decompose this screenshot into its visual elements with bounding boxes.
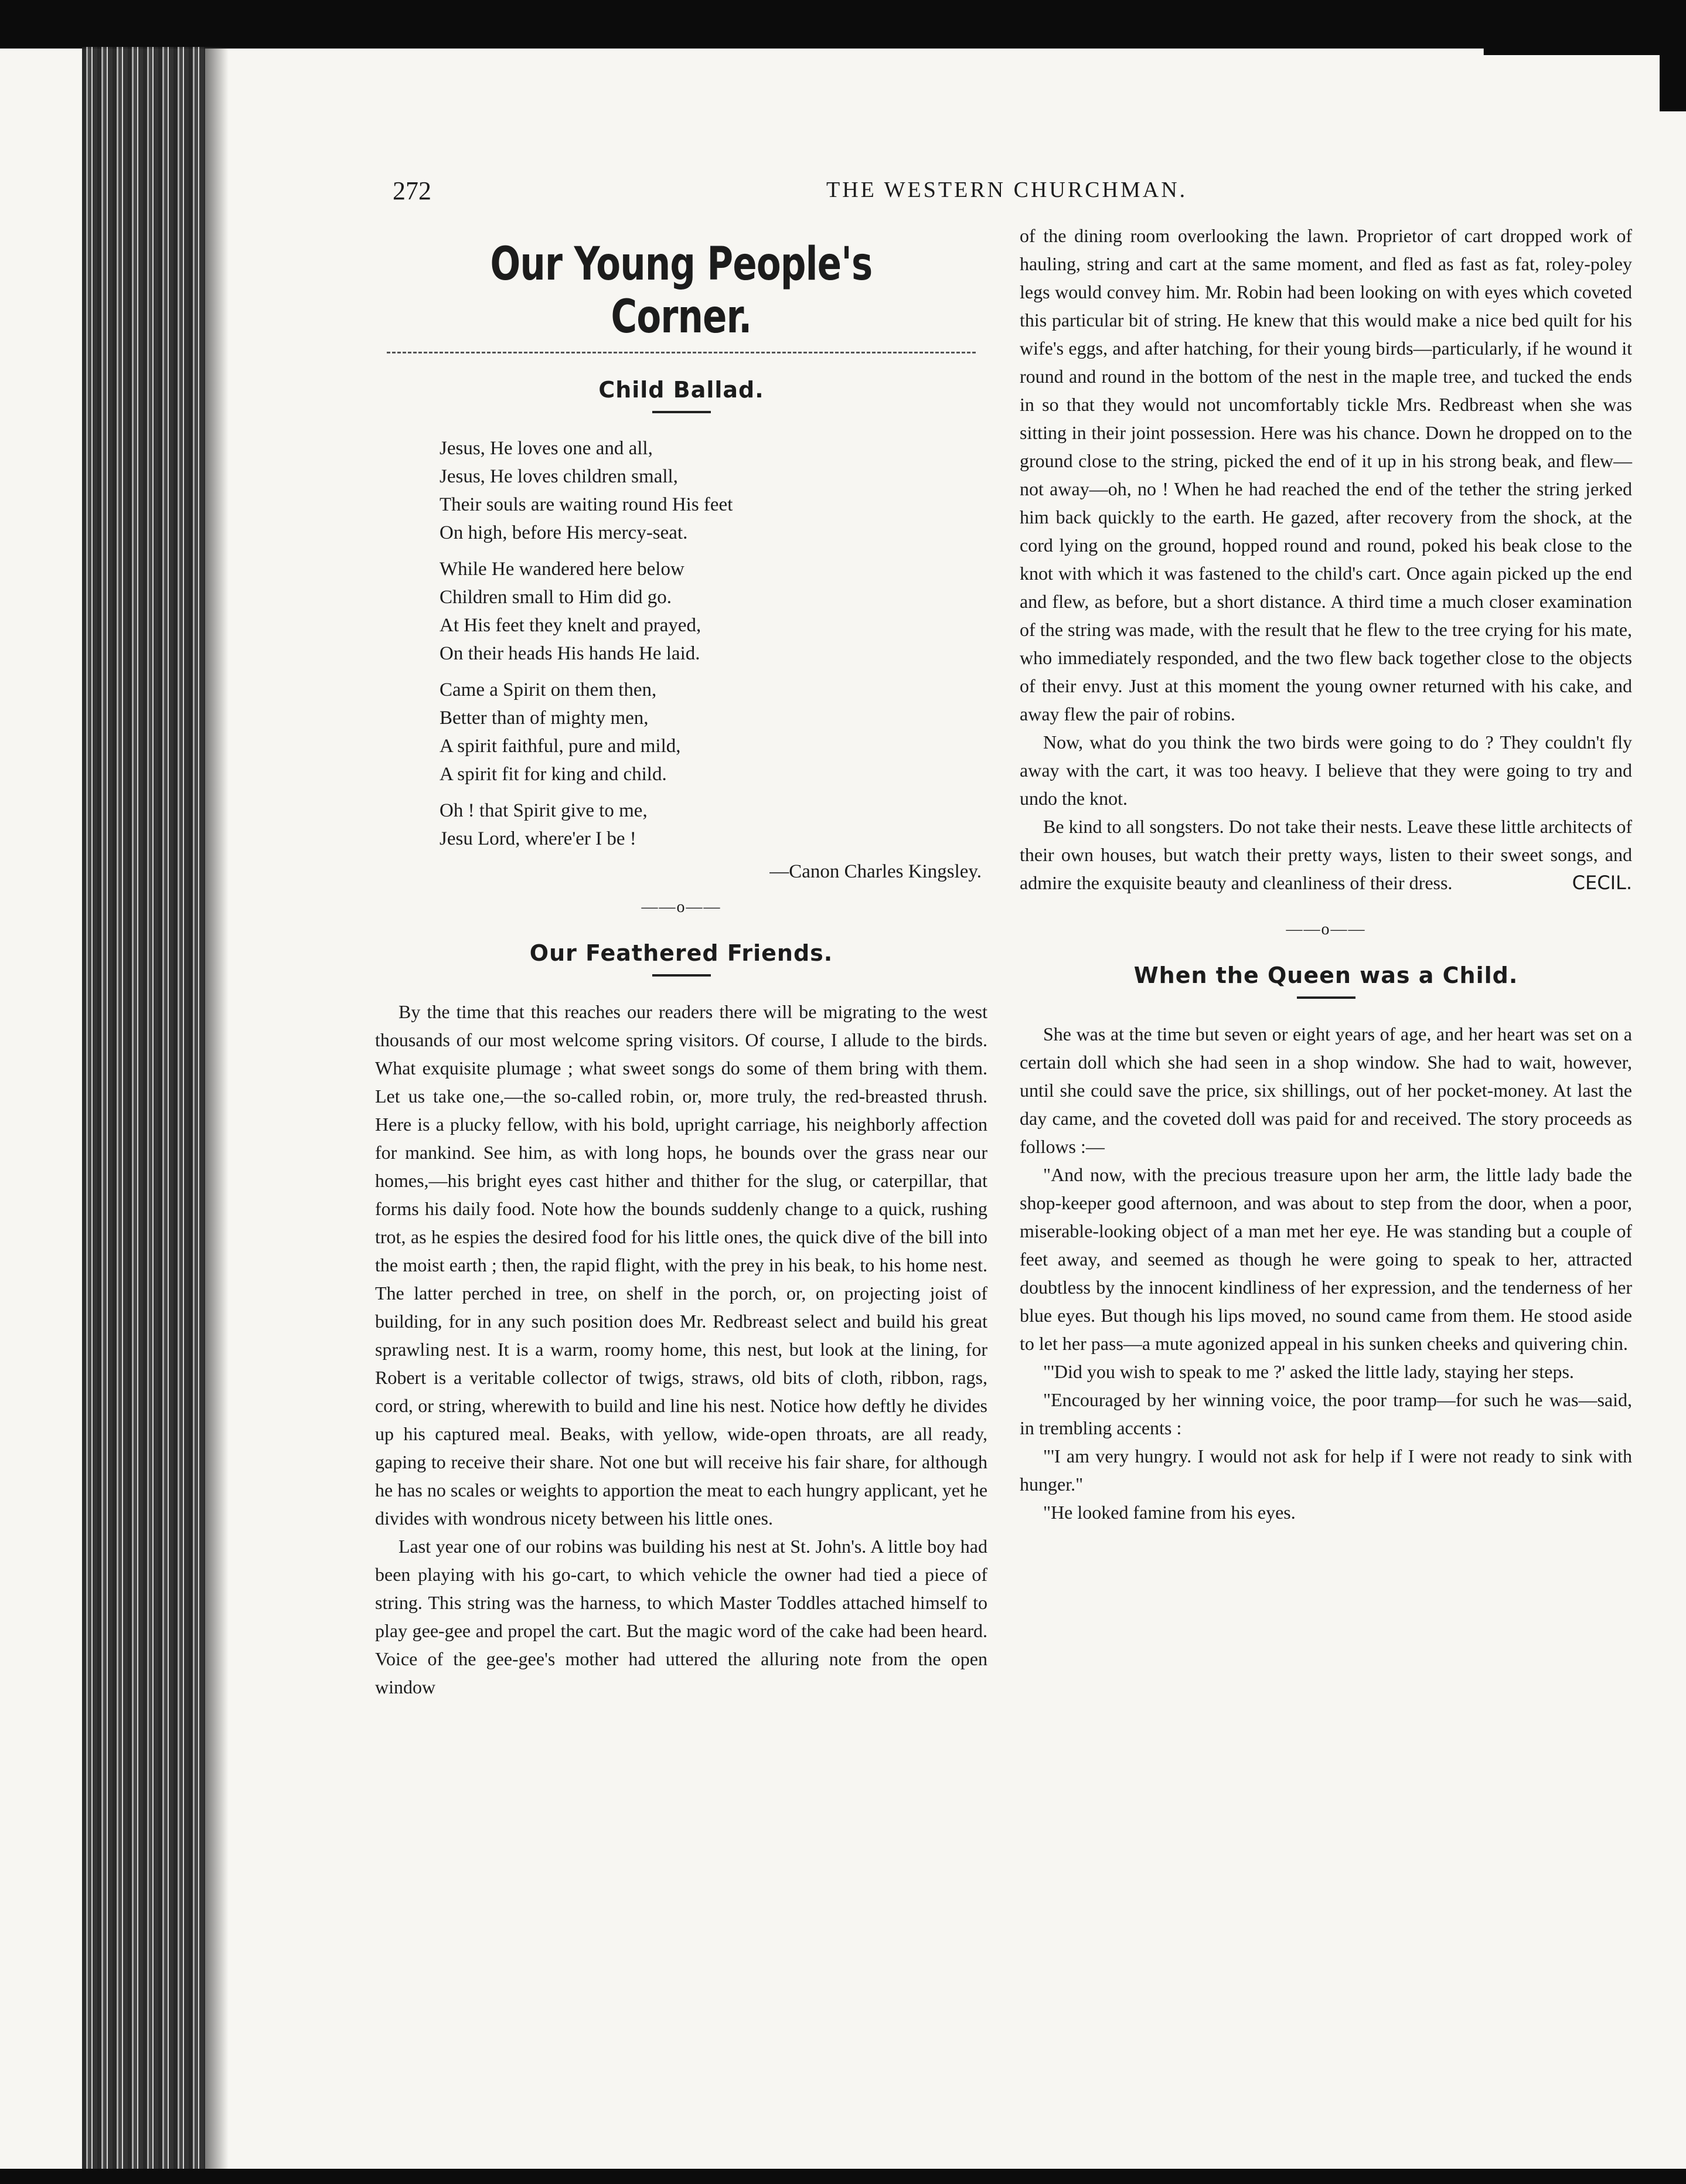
binding-shadow (205, 47, 229, 2169)
right-column (1020, 223, 1632, 1526)
scan-border-top-step (0, 46, 1686, 55)
title-rule (1297, 996, 1355, 999)
stanza (440, 555, 987, 668)
stanza (440, 797, 987, 853)
corner-title: Our Young People's Corner. (490, 238, 873, 343)
ballad-poem (440, 434, 987, 853)
stanza (440, 676, 987, 788)
queen-title: When the Queen was a Child. (1133, 962, 1518, 988)
friends-title: Our Feathered Friends. (529, 940, 833, 966)
verse-line: A spirit faithful, pure and mild, (440, 736, 681, 757)
page-number: 272 (393, 176, 431, 205)
title-rule (652, 974, 711, 977)
verse-line: Children small to Him did go. (440, 587, 672, 608)
queen-paragraph: "Encouraged by her winning voice, the poor tramp—for such he was—said, in trembling accents : (1020, 1389, 1632, 1438)
section-ornament: ——o—— (641, 898, 721, 916)
friends-paragraph (1020, 812, 1632, 897)
stanza (440, 434, 987, 547)
queen-paragraph: "'I am very hungry. I would not ask for help if I were not ready to sink with hunger." (1020, 1445, 1632, 1495)
verse-line: Jesus, He loves one and all, (440, 438, 653, 459)
verse-line: At His feet they knelt and prayed, (440, 615, 701, 636)
journal-title: THE WESTERN CHURCHMAN. (826, 178, 1188, 202)
running-header (393, 176, 1629, 211)
verse-line: Better than of mighty men, (440, 707, 649, 729)
verse-line: Came a Spirit on them then, (440, 679, 657, 700)
friends-paragraph: By the time that this reaches our readers there will be migrating to the west thousands of our most welcome spring visitors. Of course, I allude to the birds. What exquisite plumage ; what sweet songs do some of them bring with them. Let us take one,—the so-called robin, or, more truly, the red-breasted thrush. Here is a plucky fellow, with his bold, upright carriage, his neighborly affection for mankind. See him, as with long hops, he bounds over the grass near our homes,—his bright eyes cast hither and thither for the slug, or caterpillar, that forms his daily food. Note how the bounds suddenly change to a quick, rushing trot, as he espies the desired food for his little ones, the quick dive of the bill into the moist earth ; then, the rapid flight, with the prey in his beak, to his home nest. The latter perched in tree, on shelf in the porch, or, on projecting joist of building, for in any such position does Mr. Redbreast select and build his great sprawling nest. It is a warm, roomy home, this nest, but look at the lining, for Robert is a veritable collector of twigs, straws, old bits of cloth, ribbon, rags, cord, or string, wherewith to build and line his nest. Notice how deftly he divides up his captured meal. Beaks, with yellow, wide-open throats, are all ready, gaping to receive their share. Not one but will receive his fair share, for although he has no scales or weights to apportion the meat to each hungry applicant, yet he divides with wondrous nicety between his little ones. (375, 1001, 988, 1529)
queen-paragraph: "And now, with the precious treasure upon her arm, the little lady bade the shop-keeper good afternoon, and was about to step from the door, when a poor, miserable-looking object of a man met her eye. He was standing but a couple of feet away, and seemed as though he were going to speak to her, attracted doubtless by the innocent kindliness of her expression, and the tenderness of her blue eyes. But though his lips moved, no sound came from them. He stood aside to let her pass—a mute agonized appeal in his sunken cheeks and quivering chin. (1020, 1164, 1632, 1354)
queen-paragraph: She was at the time but seven or eight years of age, and her heart was set on a certain doll which she had seen in a shop window. She had to wait, however, until she could save the price, six shillings, out of her pocket-money. At last the day came, and the coveted doll was paid for and received. The story proceeds as follows :— (1020, 1023, 1632, 1157)
ballad-title: Child Ballad. (598, 377, 764, 403)
verse-line: Jesus, He loves children small, (440, 466, 678, 487)
verse-line: A spirit fit for king and child. (440, 764, 667, 785)
book-binding-edge (82, 47, 205, 2169)
section-ornament: ——o—— (1286, 920, 1366, 938)
scan-border-top (0, 0, 1686, 46)
friends-paragraph: Now, what do you think the two birds were going to do ? They couldn't fly away with the cart, it was too heavy. I believe that they were going to try and undo the knot. (1020, 732, 1632, 809)
author-signature: CECIL. (1572, 872, 1632, 894)
dashed-divider (387, 352, 976, 353)
verse-line: On high, before His mercy-seat. (440, 522, 688, 543)
verse-line: Oh ! that Spirit give to me, (440, 800, 648, 821)
friends-closing-text: Be kind to all songsters. Do not take their nests. Leave these little architects of their own houses, but watch their pretty ways, listen to their sweet songs, and admire the exquisite beauty and cleanliness of their dress. (1020, 816, 1632, 893)
queen-paragraph: "'Did you wish to speak to me ?' asked the little lady, staying her steps. (1043, 1361, 1574, 1382)
scan-border-right (1660, 35, 1686, 111)
scan-border-bottom (0, 2169, 1686, 2184)
friends-paragraph: Last year one of our robins was building his nest at St. John's. A little boy had been playing with his go-cart, to which vehicle the owner had tied a piece of string. This string was the harness, to which Master Toddles attached himself to play gee-gee and propel the cart. But the magic word of the cake had been heard. Voice of the gee-gee's mother had uttered the alluring note from the open window (375, 1536, 987, 1697)
ballad-attribution: —Canon Charles Kingsley. (769, 861, 982, 882)
title-rule (652, 411, 711, 413)
friends-paragraph-continued: of the dining room overlooking the lawn. Proprietor of cart dropped work of hauling, string and cart at the same moment, and fled as fast as fat, roley-poley legs would convey him. Mr. Robin had been looking on with eyes which coveted this particular bit of string. He knew that this would make a nice bed quilt for his wife's eggs, and after hatching, for their young birds—particularly, if he wound it round and round in the bottom of the nest in the maple tree, and tucked the ends in so that they would not uncomfortably tickle Mrs. Redbreast when she was sitting in their joint possession. Here was his chance. Down he dropped on to the ground close to the string, picked the end of it up in his strong beak, and flew—not away—oh, no ! When he had reached the end of the tether the string jerked him back quickly to the earth. He gazed, after recovery from the shock, at the cord lying on the ground, hopped round and round, poked his beak close to the knot with which it was fastened to the child's cart. Once again picked up the end and flew, as before, but a short distance. A third time a much closer examination of the string was made, with the result that he flew to the tree crying for his mate, who immediately responded, and the two flew back together close to the objects of their envy. Just at this moment the young owner returned with his cake, and away flew the pair of robins. (1020, 225, 1632, 724)
queen-paragraph: "He looked famine from his eyes. (1043, 1502, 1296, 1523)
left-column (375, 223, 987, 1701)
verse-line: Their souls are waiting round His feet (440, 494, 733, 515)
verse-line: While He wandered here below (440, 559, 684, 580)
verse-line: Jesu Lord, where'er I be ! (440, 828, 636, 849)
verse-line: On their heads His hands He laid. (440, 643, 700, 664)
